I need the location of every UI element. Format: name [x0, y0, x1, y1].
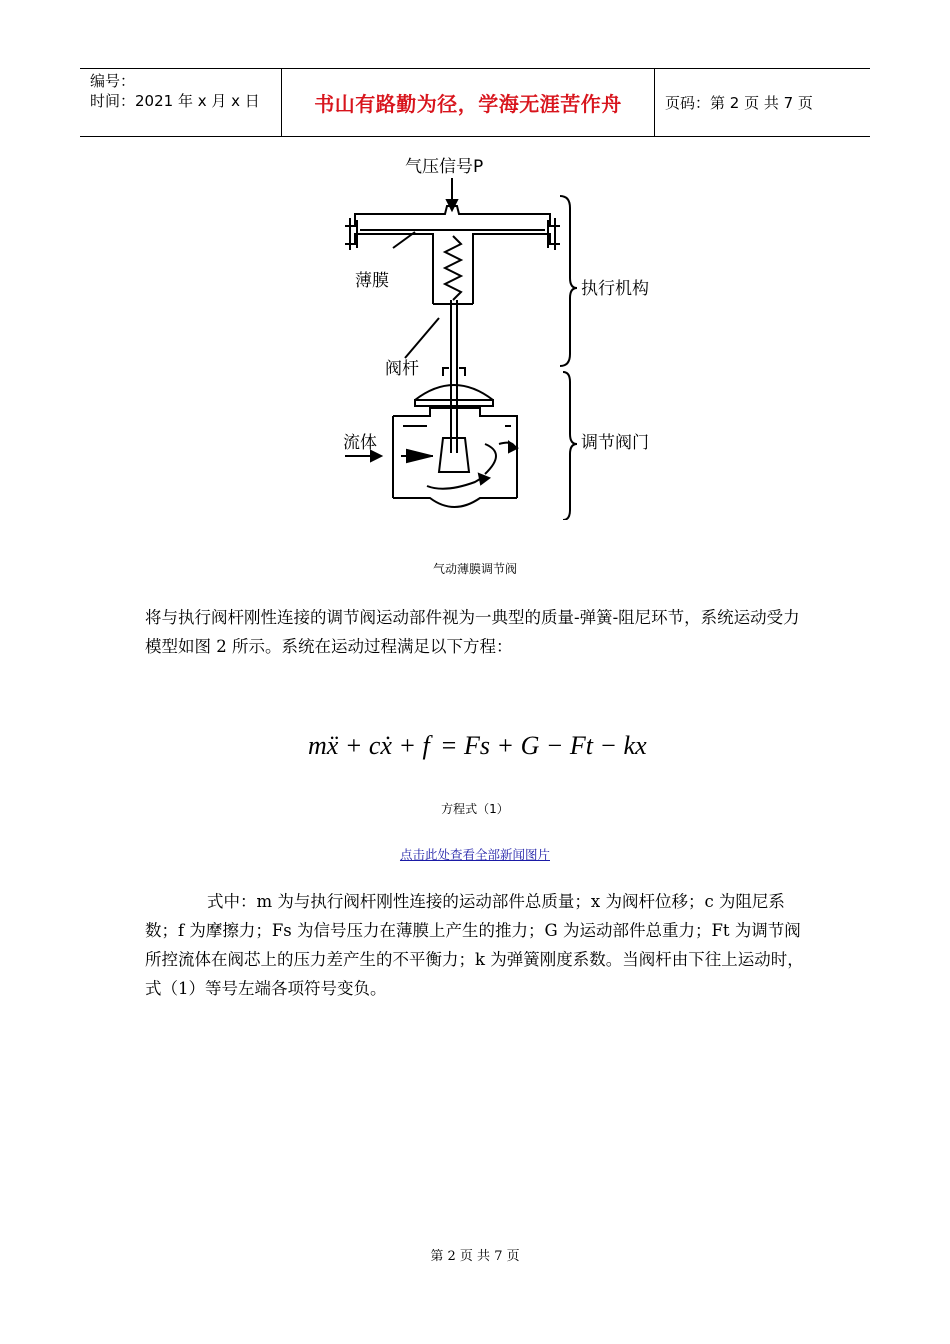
explanation-paragraph: 式中：m 为与执行阀杆刚性连接的运动部件总质量；x 为阀杆位移；c 为阻尼系数；f 为摩擦力；Fs 为信号压力在薄膜上产生的推力；G 为运动部件总重力；Ft 为调节阀所控流体在阀芯上的压力差产生的不平衡力；k 为弹簧刚度系数。当阀杆由下往上运动时，式（1）等号左端各项符号变负。 [145, 892, 804, 998]
motto-text: 书山有路勤为径，学海无涯苦作舟 [314, 92, 622, 116]
actuator-label: 执行机构 [581, 279, 649, 299]
equation-caption: 方程式（1） [441, 802, 509, 816]
number-label: 编号： [90, 72, 136, 90]
equation-rhs: = Fs + G − Ft − kx [440, 731, 647, 760]
page-info: 页码：第 2 页 共 7 页 [665, 94, 813, 112]
signal-label: 气压信号P [405, 157, 484, 177]
figure-caption: 气动薄膜调节阀 [432, 562, 517, 576]
stem-label: 阀杆 [385, 359, 419, 379]
page-header [80, 68, 870, 137]
fluid-label: 流体 [343, 433, 377, 453]
news-images-link-row [0, 845, 950, 863]
diaphragm-label: 薄膜 [355, 271, 389, 291]
intro-paragraph: 将与执行阀杆刚性连接的调节阀运动部件视为一典型的质量-弹簧-阻尼环节，系统运动受力模型如图 2 所示。系统在运动过程满足以下方程： [145, 608, 800, 656]
header-right-cell [655, 69, 870, 136]
valve-label: 调节阀门 [581, 433, 649, 453]
valve-diagram [335, 148, 675, 520]
header-left-cell [80, 69, 282, 136]
date-text: 时间：2021 年 x 月 x 日 [90, 92, 260, 110]
news-images-link[interactable]: 点击此处查看全部新闻图片 [399, 847, 550, 862]
equation-lhs: mẍ + cẋ + f [308, 731, 430, 760]
motion-equation [300, 718, 660, 768]
header-motto-cell [282, 69, 655, 136]
page-footer: 第 2 页 共 7 页 [430, 1249, 520, 1264]
